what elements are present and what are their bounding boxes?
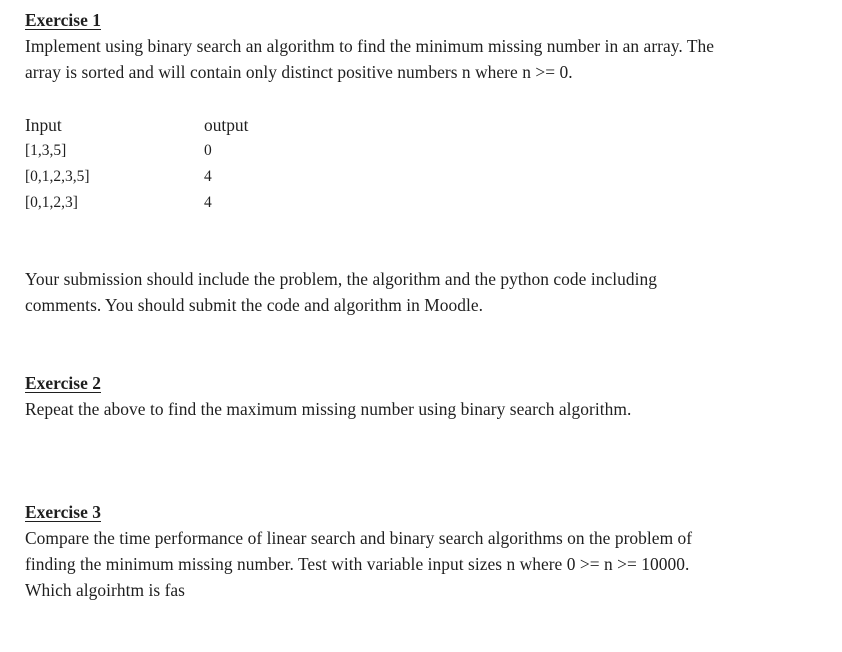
- exercise-1-paragraph-line: Implement using binary search an algorithm to find the minimum missing number in an array. The: [25, 36, 715, 56]
- column-header-input: Input: [25, 115, 62, 135]
- column-header-output: output: [204, 115, 249, 135]
- table-cell-input: [0,1,2,3,5]: [25, 168, 90, 185]
- exercise-1-paragraph-line: array is sorted and will contain only distinct positive numbers n where n >= 0.: [25, 62, 573, 82]
- table-cell-output: 4: [204, 168, 212, 185]
- table-row: [25, 138, 325, 164]
- table-header-row: [25, 112, 325, 138]
- exercise-1-heading: Exercise 1: [25, 10, 101, 30]
- exercise-2-paragraph-line: Repeat the above to find the maximum missing number using binary search algorithm.: [25, 399, 632, 419]
- table-row: [25, 190, 325, 216]
- exercise-3-paragraph-line: Compare the time performance of linear search and binary search algorithms on the problem of: [25, 528, 693, 548]
- exercise-3-paragraph-line: finding the minimum missing number. Test with variable input sizes n where 0 >= n >= 10000.: [25, 554, 690, 574]
- table-cell-output: 0: [204, 142, 212, 159]
- exercise-3-heading: Exercise 3: [25, 502, 101, 522]
- table-cell-input: [1,3,5]: [25, 142, 67, 159]
- submission-paragraph-line: Your submission should include the problem, the algorithm and the python code including: [25, 269, 657, 289]
- table-row: [25, 164, 325, 190]
- exercise-3-paragraph-line: Which algoirhtm is fas: [25, 580, 185, 600]
- table-cell-input: [0,1,2,3]: [25, 194, 78, 211]
- submission-paragraph-line: comments. You should submit the code and algorithm in Moodle.: [25, 295, 484, 315]
- table-cell-output: 4: [204, 194, 212, 211]
- examples-table: [25, 112, 325, 216]
- exercise-2-heading: Exercise 2: [25, 373, 101, 393]
